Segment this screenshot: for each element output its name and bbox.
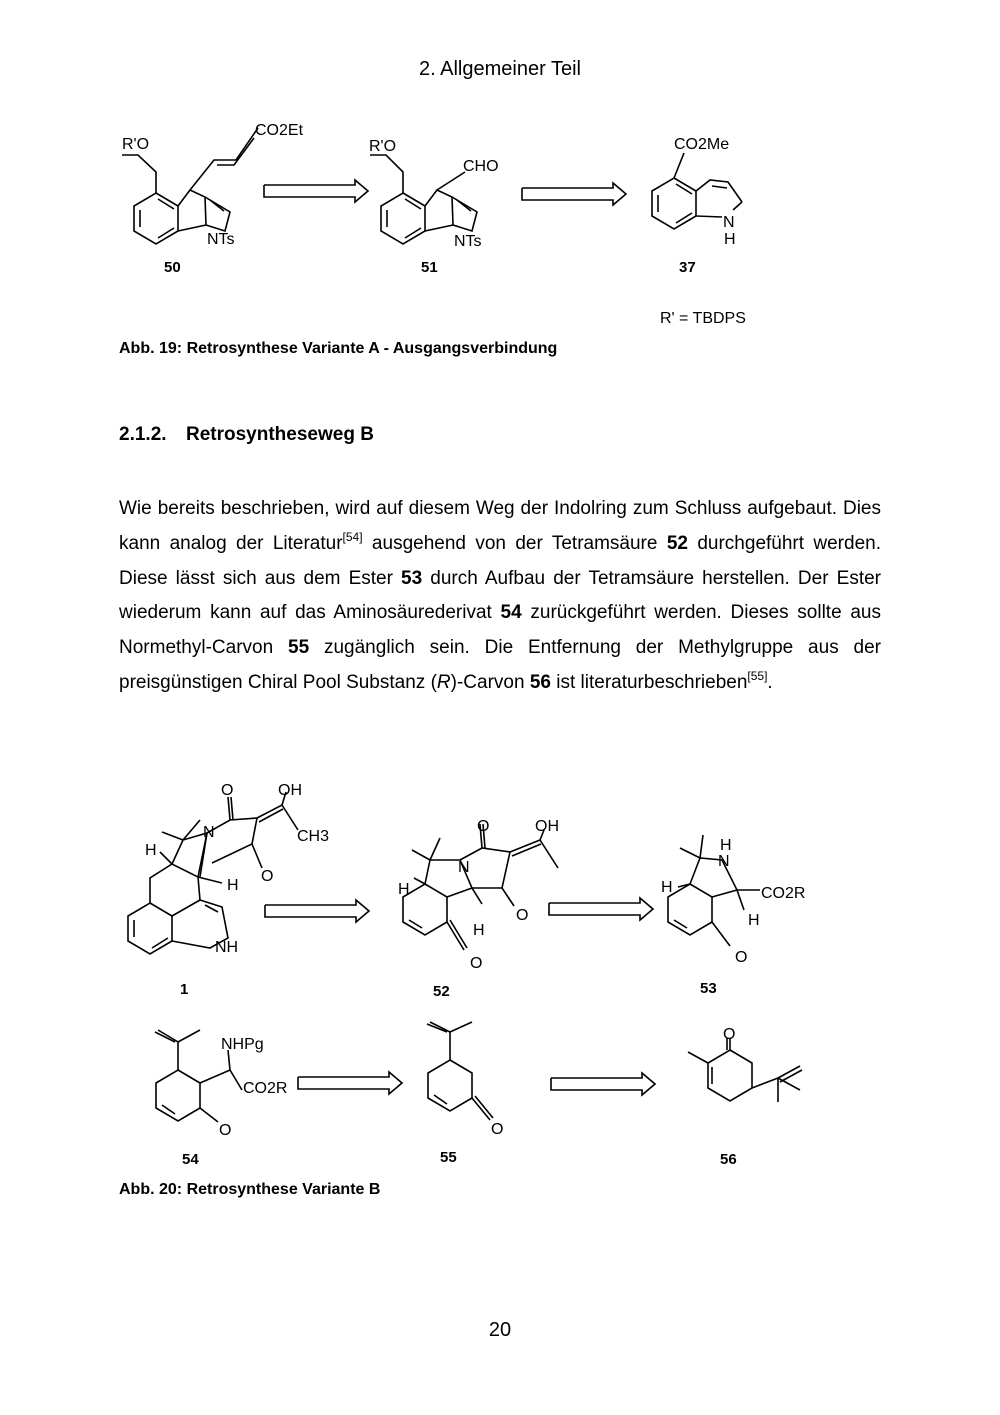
- figure-20-caption: Abb. 20: Retrosynthese Variante B: [119, 1181, 381, 1198]
- label-52-o-top: O: [477, 818, 490, 835]
- compound-label-1: 1: [180, 981, 189, 998]
- label-50-ro: R'O: [122, 136, 150, 153]
- label-37-n: N: [723, 214, 735, 231]
- section-title: Retrosyntheseweg B: [186, 424, 374, 445]
- compound-ref: 55: [288, 637, 310, 659]
- compound-53-structure: [668, 835, 760, 946]
- label-53-h: H: [748, 912, 760, 929]
- compound-label-50: 50: [164, 259, 181, 276]
- retro-arrow: [549, 898, 653, 920]
- retro-arrow: [298, 1072, 402, 1094]
- label-1-ch3: CH3: [297, 828, 330, 845]
- label-52-o-right: O: [516, 907, 529, 924]
- substituent-note: R' = TBDPS: [660, 310, 746, 327]
- label-52-oh: OH: [535, 818, 559, 835]
- label-53-n: N: [718, 853, 730, 870]
- figure-19-caption: Abb. 19: Retrosynthese Variante A - Ausgangsverbindung: [119, 340, 558, 357]
- retro-arrow: [265, 900, 369, 922]
- compound-label-55: 55: [440, 1149, 457, 1166]
- retro-arrow: [522, 183, 626, 205]
- label-55-o: O: [491, 1121, 504, 1138]
- label-1-n: N: [203, 824, 215, 841]
- label-37-h: H: [724, 231, 736, 248]
- text-run: ist literaturbeschrieben: [550, 671, 748, 693]
- label-1-nh: NH: [215, 939, 239, 956]
- label-53-h-left: H: [661, 879, 673, 896]
- body-paragraph: [119, 492, 881, 701]
- label-52-o-bottom: O: [470, 955, 483, 972]
- text-run: ausgehend von der Tetramsäure: [362, 532, 667, 554]
- section-number: 2.1.2.: [119, 424, 167, 445]
- text-run: zugänglich sein. Die Entfernung der Methylgruppe aus der preisgünstigen Chiral Pool Substanz (: [119, 637, 881, 693]
- text-run: durchgeführt werden. Diese lässt sich aus dem Ester: [119, 532, 881, 589]
- retro-arrow: [264, 180, 368, 202]
- compound-ref: 53: [401, 567, 423, 589]
- text-run: .: [767, 671, 773, 693]
- compound-label-52: 52: [433, 983, 450, 1000]
- stereo-descriptor: R: [436, 671, 451, 693]
- section-heading: [119, 424, 374, 446]
- label-50-nts: NTs: [207, 231, 235, 248]
- label-52-h: H: [473, 922, 485, 939]
- label-51-nts: NTs: [454, 233, 482, 250]
- figure-19-scheme: [0, 0, 1000, 335]
- label-54-nhpg: NHPg: [221, 1036, 264, 1053]
- figure-20-scheme: [0, 760, 1000, 1185]
- label-50-co2et: CO2Et: [255, 122, 304, 139]
- page-number: 20: [488, 1319, 512, 1341]
- compound-ref: 56: [529, 671, 551, 693]
- text-run: durch Aufbau der Tetramsäure herstellen. Der Ester wiederum kann auf das Aminosäurederivat: [119, 567, 881, 624]
- text-run: Wie bereits beschrieben, wird auf diesem Weg der Indolring zum Schluss aufgebaut. Dies kann analog der Literatur: [119, 498, 881, 554]
- label-53-co2r: CO2R: [761, 885, 806, 902]
- label-1-o-top: O: [221, 782, 234, 799]
- compound-label-37: 37: [679, 259, 696, 276]
- compound-ref: 52: [666, 532, 688, 554]
- compound-51-structure: [370, 155, 477, 244]
- citation-ref: [54]: [342, 529, 363, 544]
- label-1-oh: OH: [278, 782, 302, 799]
- label-56-o: O: [723, 1026, 736, 1043]
- label-37-co2me: CO2Me: [674, 136, 730, 153]
- retro-arrow: [551, 1073, 655, 1095]
- label-52-n: N: [458, 859, 470, 876]
- label-51-cho: CHO: [463, 158, 499, 175]
- label-1-h-left: H: [145, 842, 157, 859]
- label-54-o: O: [219, 1122, 232, 1139]
- compound-56-structure: [688, 1038, 802, 1102]
- text-run: zurückgeführt werden. Dieses sollte aus Normethyl-Carvon: [119, 602, 881, 659]
- text-run: )-Carvon: [450, 671, 530, 693]
- label-52-h-left: H: [398, 881, 410, 898]
- compound-label-53: 53: [700, 980, 717, 997]
- label-1-h-right: H: [227, 877, 239, 894]
- page-header: 2. Allgemeiner Teil: [419, 58, 581, 80]
- compound-55-structure: [427, 1022, 493, 1120]
- compound-ref: 54: [500, 602, 522, 624]
- compound-label-54: 54: [182, 1151, 199, 1168]
- label-53-o: O: [735, 949, 748, 966]
- citation-ref: [55]: [747, 668, 768, 683]
- compound-label-51: 51: [421, 259, 438, 276]
- label-54-co2r: CO2R: [243, 1080, 288, 1097]
- label-51-ro: R'O: [369, 138, 397, 155]
- label-1-o-right: O: [261, 868, 274, 885]
- compound-label-56: 56: [720, 1151, 737, 1168]
- label-53-nh: H: [720, 837, 732, 854]
